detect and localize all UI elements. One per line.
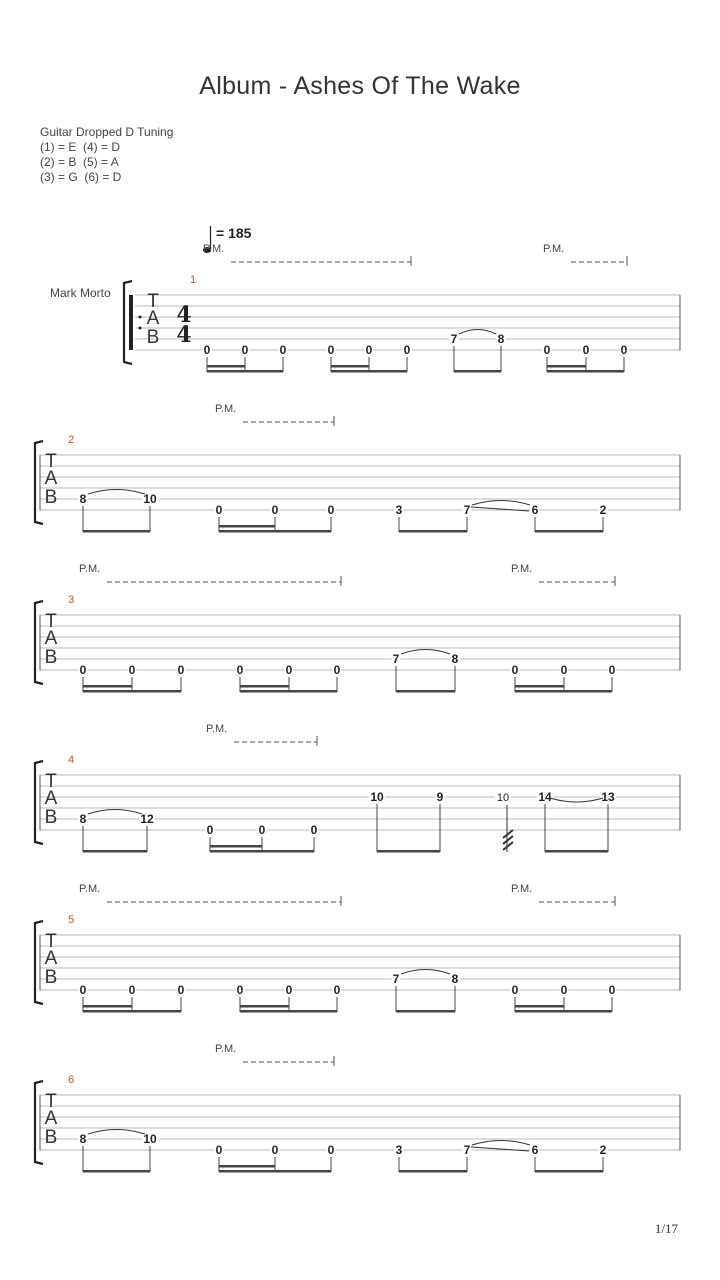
fret-number: 8: [79, 492, 87, 506]
fret-number: 10: [370, 790, 384, 804]
fret-number: 0: [608, 983, 616, 997]
beam: [83, 1010, 181, 1013]
palm-mute-label: P.M.: [511, 883, 533, 895]
palm-mute-label: P.M.: [79, 883, 101, 895]
fret-number: 6: [531, 1143, 539, 1157]
fret-number: 0: [128, 663, 136, 677]
tab-clef-letter: B: [146, 327, 160, 348]
tie-arc: [472, 501, 530, 506]
fret-number: 3: [395, 1143, 403, 1157]
tab-clef-letter: A: [44, 628, 58, 649]
fret-number: 0: [279, 343, 287, 357]
beam: [377, 850, 440, 853]
tab-clef-letter: T: [147, 291, 159, 312]
tab-system: [35, 883, 680, 1013]
beam: [210, 850, 314, 853]
beam: [331, 370, 407, 373]
beam: [240, 690, 337, 693]
fret-number: 0: [128, 983, 136, 997]
fret-number: 0: [582, 343, 590, 357]
tab-system: [35, 403, 680, 533]
beam: [545, 850, 608, 853]
palm-mute-label: P.M.: [206, 723, 228, 735]
beam: [219, 1170, 331, 1173]
fret-number: 0: [215, 1143, 223, 1157]
fret-number: 0: [177, 663, 185, 677]
repeat-barline: [129, 295, 133, 350]
fret-number: 8: [79, 1132, 87, 1146]
fret-number: 2: [599, 1143, 607, 1157]
tuning-line: (2) = B (5) = A: [40, 155, 119, 169]
beam-secondary: [515, 1005, 564, 1008]
tab-clef-letter: B: [44, 1127, 58, 1148]
fret-number: 0: [333, 663, 341, 677]
tab-clef-letter: B: [44, 967, 58, 988]
fret-number: 0: [258, 823, 266, 837]
fret-number: 0: [403, 343, 411, 357]
instrument-name: Mark Morto: [50, 286, 111, 300]
beam: [399, 1170, 467, 1173]
beam: [399, 530, 467, 533]
fret-number: 0: [511, 663, 519, 677]
fret-number: 0: [203, 343, 211, 357]
beam: [515, 690, 612, 693]
fret-number: 0: [206, 823, 214, 837]
tuning-line: (3) = G (6) = D: [40, 170, 122, 184]
tab-clef-letter: B: [44, 647, 58, 668]
fret-number: 7: [450, 332, 458, 346]
tie-arc: [88, 1130, 145, 1135]
fret-number: 14: [538, 790, 552, 804]
fret-number: 0: [327, 503, 335, 517]
song-title: Album - Ashes Of The Wake: [199, 72, 521, 100]
time-signature-bottom: 4: [176, 322, 192, 348]
page-number: 1/17: [654, 1221, 678, 1236]
tie-arc: [401, 650, 450, 655]
beam: [83, 850, 147, 853]
beam-secondary: [331, 365, 369, 368]
beam: [240, 1010, 337, 1013]
fret-number: 0: [236, 983, 244, 997]
beam: [535, 530, 603, 533]
beam: [515, 1010, 612, 1013]
tab-clef-letter: T: [45, 931, 57, 952]
fret-number: 7: [463, 1143, 471, 1157]
fret-number: 6: [531, 503, 539, 517]
fret-number: 8: [79, 812, 87, 826]
fret-number: 0: [327, 1143, 335, 1157]
fret-number: 8: [497, 332, 505, 346]
tab-clef-letter: A: [44, 948, 58, 969]
fret-number: 3: [395, 503, 403, 517]
tab-clef-letter: A: [146, 308, 160, 329]
fret-number: 7: [392, 652, 400, 666]
palm-mute-label: P.M.: [543, 243, 565, 255]
fret-number: 8: [451, 652, 459, 666]
beam: [454, 370, 501, 373]
system-bracket: [35, 441, 43, 524]
tab-clef-letter: T: [45, 771, 57, 792]
fret-number: 0: [79, 663, 87, 677]
tie-arc: [88, 490, 145, 495]
fret-number: 10: [143, 1132, 157, 1146]
beam: [535, 1170, 603, 1173]
fret-number: 0: [271, 1143, 279, 1157]
beam: [83, 1170, 150, 1173]
fret-number: 0: [560, 663, 568, 677]
tab-system: [35, 723, 680, 853]
tab-clef-letter: T: [45, 451, 57, 472]
time-signature-top: 4: [176, 302, 192, 328]
fret-number: 0: [543, 343, 551, 357]
fret-number: 0: [620, 343, 628, 357]
tie-arc: [401, 970, 450, 975]
fret-number: 0: [79, 983, 87, 997]
tie-arc: [88, 810, 142, 815]
fret-number: 8: [451, 972, 459, 986]
fret-number: 12: [140, 812, 154, 826]
fret-number: 0: [327, 343, 335, 357]
system-bracket: [35, 921, 43, 1004]
beam: [207, 370, 283, 373]
measure-number: 2: [68, 434, 75, 446]
measure-number: 1: [190, 274, 197, 286]
tab-clef-letter: T: [45, 1091, 57, 1112]
beam: [396, 690, 455, 693]
measure-number: 3: [68, 594, 75, 606]
fret-number: 0: [310, 823, 318, 837]
tab-system: [124, 243, 680, 373]
tab-system: [35, 1043, 680, 1173]
fret-number: 2: [599, 503, 607, 517]
fret-number: 10: [496, 792, 510, 804]
measure-number: 6: [68, 1074, 75, 1086]
fret-number: 7: [392, 972, 400, 986]
tab-clef-letter: A: [44, 1108, 58, 1129]
tab-clef-letter: B: [44, 807, 58, 828]
fret-number: 10: [143, 492, 157, 506]
repeat-dot: [139, 316, 142, 319]
beam-secondary: [240, 1005, 289, 1008]
beam-secondary: [240, 685, 289, 688]
beam-secondary: [219, 525, 275, 528]
tab-clef-letter: B: [44, 487, 58, 508]
tab-system: [35, 563, 680, 693]
beam-secondary: [83, 685, 132, 688]
system-bracket: [35, 601, 43, 684]
beam-secondary: [207, 365, 245, 368]
beam-secondary: [210, 845, 262, 848]
tempo-marking: = 185: [216, 225, 252, 241]
tie-arc: [472, 1141, 530, 1146]
tab-clef-letter: A: [44, 788, 58, 809]
measure-number: 5: [68, 914, 75, 926]
palm-mute-label: P.M.: [215, 1043, 237, 1055]
system-bracket: [35, 1081, 43, 1164]
fret-number: 7: [463, 503, 471, 517]
beam: [83, 530, 150, 533]
fret-number: 0: [215, 503, 223, 517]
palm-mute-label: P.M.: [215, 403, 237, 415]
palm-mute-label: P.M.: [79, 563, 101, 575]
fret-number: 0: [285, 663, 293, 677]
tuning-line: (1) = E (4) = D: [40, 140, 121, 154]
fret-number: 0: [285, 983, 293, 997]
fret-number: 0: [177, 983, 185, 997]
fret-number: 0: [608, 663, 616, 677]
fret-number: 0: [271, 503, 279, 517]
tuning-header: Guitar Dropped D Tuning: [40, 125, 174, 139]
beam: [83, 690, 181, 693]
palm-mute-label: P.M.: [203, 243, 225, 255]
palm-mute-label: P.M.: [511, 563, 533, 575]
beam-secondary: [219, 1165, 275, 1168]
fret-number: 13: [601, 790, 615, 804]
fret-number: 9: [436, 790, 444, 804]
fret-number: 0: [560, 983, 568, 997]
beam: [219, 530, 331, 533]
tie-arc: [550, 798, 603, 802]
beam-secondary: [83, 1005, 132, 1008]
beam-secondary: [547, 365, 586, 368]
tab-clef-letter: A: [44, 468, 58, 489]
tie-arc: [459, 330, 496, 335]
fret-number: 0: [333, 983, 341, 997]
measure-number: 4: [68, 754, 75, 766]
fret-number: 0: [511, 983, 519, 997]
fret-number: 0: [365, 343, 373, 357]
beam-secondary: [515, 685, 564, 688]
fret-number: 0: [241, 343, 249, 357]
beam: [547, 370, 624, 373]
repeat-dot: [139, 327, 142, 330]
tab-clef-letter: T: [45, 611, 57, 632]
fret-number: 0: [236, 663, 244, 677]
beam: [396, 1010, 455, 1013]
system-bracket: [35, 761, 43, 844]
